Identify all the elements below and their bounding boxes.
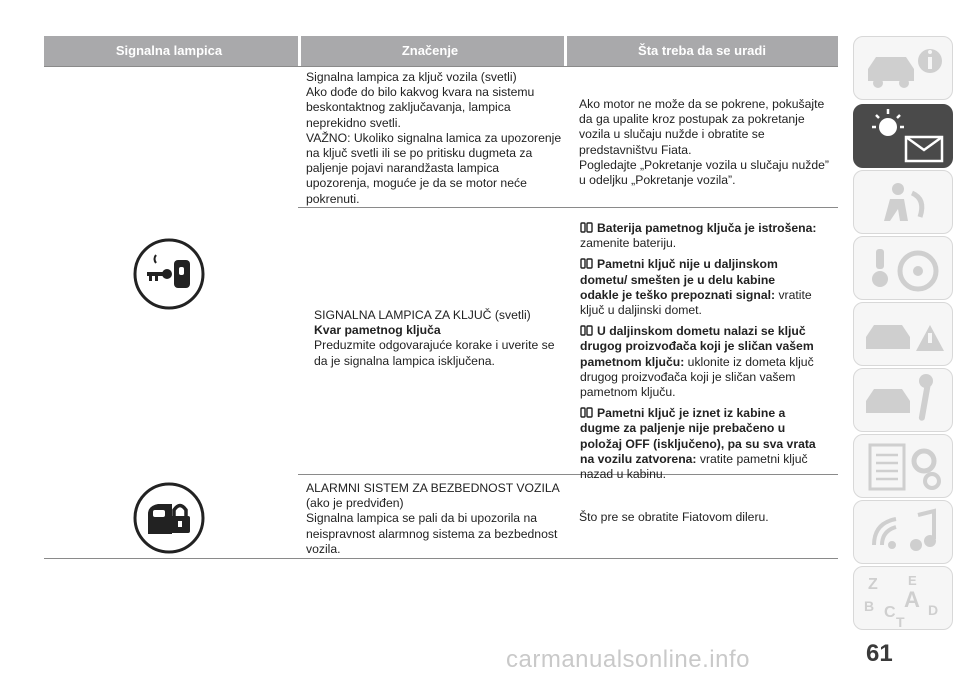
sidebar-technical-data-icon[interactable] <box>853 434 953 498</box>
svg-text:C: C <box>884 604 896 621</box>
text-line: vozila u slučaju nužde i obratite se <box>579 127 765 142</box>
action-text: zamenite bateriju. <box>580 236 677 251</box>
text-line: Ako motor ne može da se pokrene, pokušajte <box>579 97 825 111</box>
svg-text:Z: Z <box>868 576 878 593</box>
text-line: Ako dođe do bilo kakvog kvara na sistemu <box>306 85 535 100</box>
action-text: pametnom ključu. <box>580 385 676 400</box>
row-rule <box>298 207 838 208</box>
action-bold: pametnom ključu: <box>580 354 685 369</box>
bullet-key-icon <box>580 222 594 232</box>
bullet-key-icon <box>580 325 594 335</box>
sidebar-car-accident-icon[interactable] <box>853 302 953 366</box>
meaning-title: SIGNALNA LAMPICA ZA KLJUČ (svetli) <box>314 308 531 322</box>
action-bold: U daljinskom dometu nalazi se ključ <box>597 324 806 339</box>
watermark-text: carmanualsonline.info <box>506 646 750 673</box>
text-line: Preduzmite odgovarajuće korake i uverite se <box>314 338 555 353</box>
action-bold: položaj OFF (isključeno), pa su sva vrata <box>580 436 816 451</box>
table-header <box>44 36 838 66</box>
text-line: upozorenja, moguće je da se motor neće <box>306 176 527 191</box>
text-line: na ključ svetli ili se po pritisku dugmeta za <box>306 146 533 161</box>
action-text: drugog proizvođača koji je sličan vašem <box>580 369 796 384</box>
text-line: Signalna lampica za ključ vozila (svetli) <box>306 70 517 84</box>
svg-text:D: D <box>928 602 939 618</box>
sidebar-car-info-icon[interactable] <box>853 36 953 100</box>
action-item <box>580 257 842 318</box>
text-line: neispravnost alarmnog sistema za bezbednost <box>306 526 558 541</box>
text-line: Pogledajte „Pokretanje vozila u slučaju nužde” <box>579 157 829 172</box>
text-line: da je signalna lampica isključena. <box>314 353 495 368</box>
svg-text:A: A <box>904 587 920 612</box>
row1-action <box>579 97 841 188</box>
svg-text:E: E <box>908 573 917 588</box>
text-line: neprekidno svetli. <box>306 115 401 130</box>
row2-actions <box>580 221 842 488</box>
header-divider <box>564 36 567 66</box>
action-bold: dometu/ smešten je u delu kabine <box>580 272 776 287</box>
action-bold: Pametni ključ je iznet iz kabine a <box>597 406 786 421</box>
page-number: 61 <box>866 640 893 667</box>
action-text: nazad u kabinu. <box>580 467 667 482</box>
svg-text:B: B <box>864 598 875 614</box>
sidebar-safety-airbag-icon[interactable] <box>853 170 953 234</box>
row-rule <box>44 66 838 67</box>
sidebar-warning-lights-icon[interactable] <box>853 104 953 168</box>
action-bold: drugog proizvođača koji je sličan vašem <box>580 339 814 354</box>
text-line: Signalna lampica se pali da bi upozorila na <box>306 511 538 526</box>
text-line: VAŽNO: Ukoliko signalna lamica za upozorenje <box>306 130 562 145</box>
svg-text:T: T <box>896 614 905 630</box>
alarm-lock-icon <box>133 482 205 554</box>
action-item <box>580 324 842 400</box>
action-bold: Baterija pametnog ključa je istrošena: <box>597 221 817 235</box>
bullet-key-icon <box>580 407 594 417</box>
action-item <box>580 221 842 251</box>
action-item <box>580 406 842 482</box>
action-text: vratite pametni ključ <box>696 451 808 466</box>
meaning-subtitle: Kvar pametnog ključa <box>314 323 441 338</box>
row3-meaning <box>306 481 568 557</box>
text-line: paljenje pojavi narandžasta lampica <box>306 161 500 176</box>
action-text: ključ u daljinski domet. <box>580 303 702 318</box>
text-line: Što pre se obratite Fiatovom dileru. <box>579 510 769 524</box>
text-line: predstavništvu Fiata. <box>579 142 692 157</box>
text-line: da ga upalite kroz postupak za pokretanje <box>579 112 805 127</box>
sidebar-key-steering-icon[interactable] <box>853 236 953 300</box>
action-bold: Pametni ključ nije u daljinskom <box>597 257 778 272</box>
header-signal-lamp: Signalna lampica <box>115 43 223 58</box>
key-warning-icon <box>133 238 205 310</box>
action-bold: dugme za paljenje nije prebačeno u <box>580 421 786 436</box>
text-line: pokrenuti. <box>306 191 360 206</box>
text-line: vozila. <box>306 541 341 556</box>
text-line: ALARMNI SISTEM ZA BEZBEDNOST VOZILA <box>306 481 560 495</box>
action-text: vratite <box>775 287 812 302</box>
text-line: beskontaktnog zaključavanja, lampica <box>306 100 511 115</box>
row-rule <box>44 558 838 559</box>
row2-meaning <box>314 308 570 369</box>
text-line: u odeljku „Pokretanje vozila”. <box>579 173 736 188</box>
bullet-key-icon <box>580 258 594 268</box>
text-line: (ako je predviđen) <box>306 496 404 511</box>
action-bold: odakle je teško prepoznati signal: <box>580 287 776 302</box>
row1-meaning <box>306 70 568 207</box>
header-divider <box>298 36 301 66</box>
sidebar-multimedia-icon[interactable] <box>853 500 953 564</box>
sidebar-index-icon[interactable] <box>853 566 953 630</box>
action-text: uklonite iz dometa ključ <box>684 354 814 369</box>
sidebar-maintenance-icon[interactable] <box>853 368 953 432</box>
row3-action <box>579 510 841 525</box>
action-bold: na vozilu zatvorena: <box>580 451 697 466</box>
header-meaning: Značenje <box>401 43 459 58</box>
header-action: Šta treba da se uradi <box>638 43 766 58</box>
